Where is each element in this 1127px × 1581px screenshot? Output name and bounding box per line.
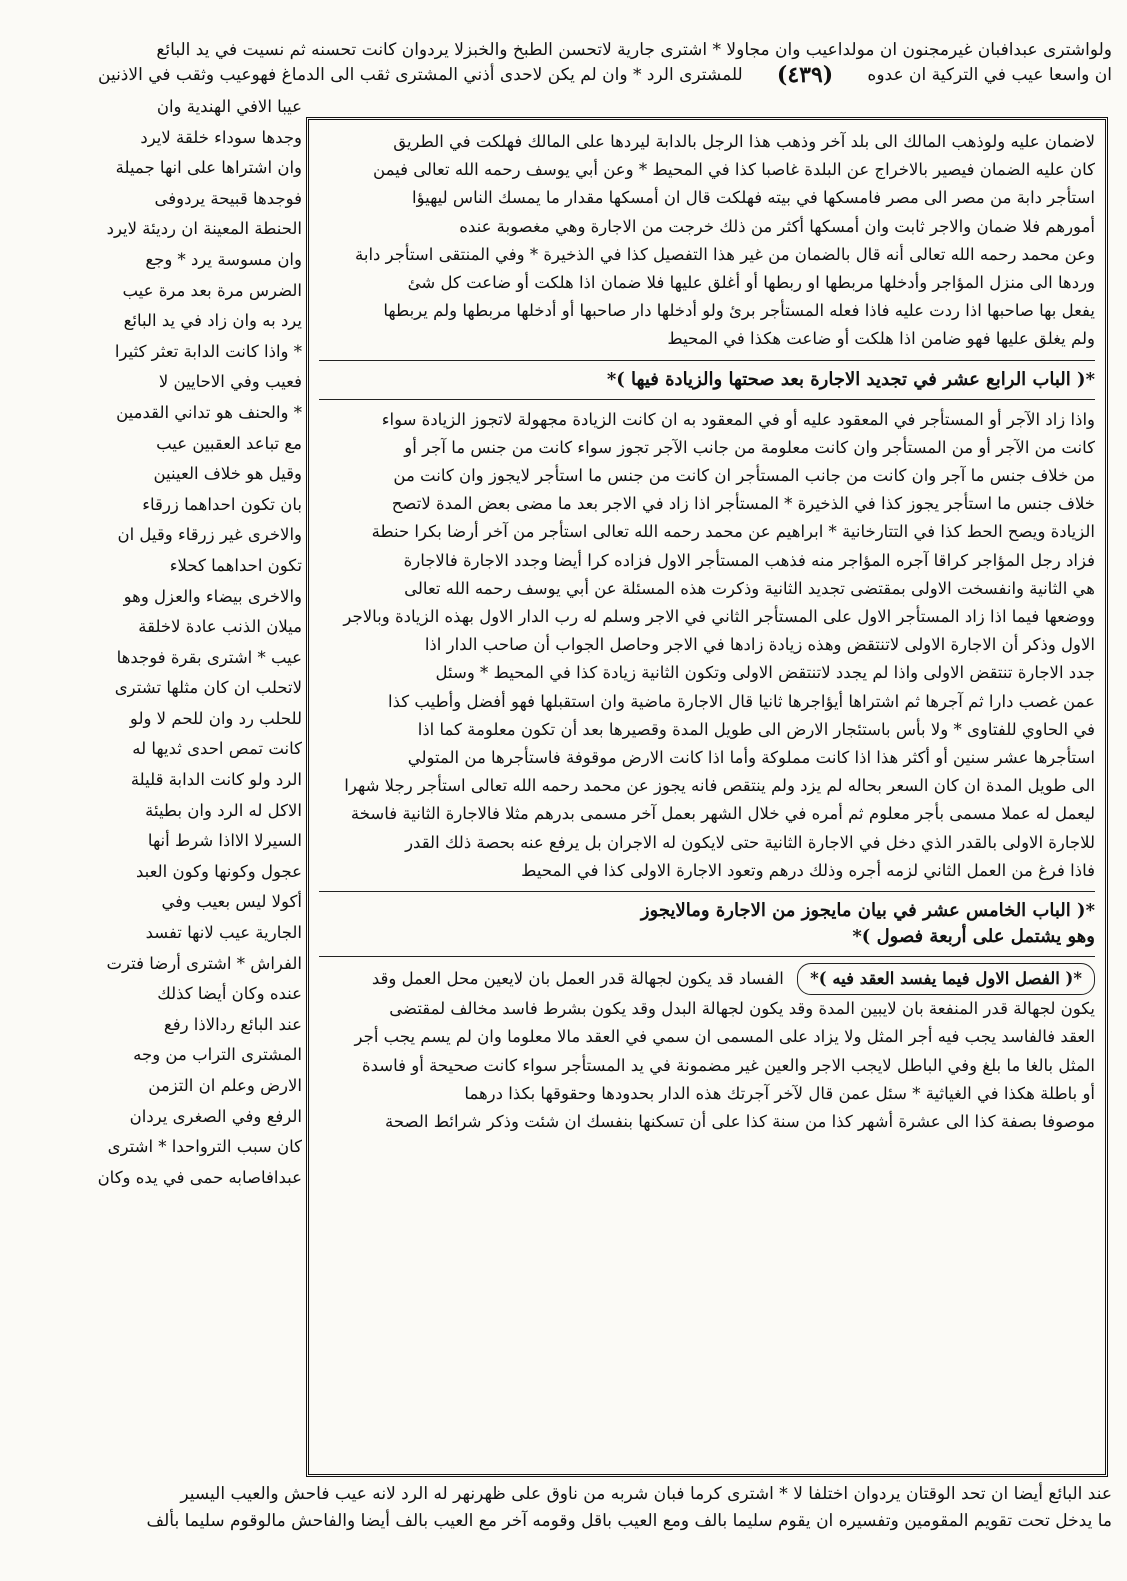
paragraph-1 (319, 128, 1095, 354)
top-margin-line-1: ولواشترى عبدافبان غيرمجنون ان مولداعيب وان مجاولا * اشترى جارية لاتحسن الطبخ والخبزلا يردوان كانت تحسنه ثم نسيت في يد البائع (156, 40, 1112, 60)
side-margin-line: كانت تمص احدى ثديها له (132, 739, 302, 759)
chapter-15-heading (319, 891, 1095, 957)
side-margin-line: وقيل هو خلاف العينين (153, 464, 302, 484)
text-line: استأجرها عشر سنين أو أكثر هذا اذا كانت مملوكة وأما اذا كانت الارض موقوفة فاستأجرها من المتولي (407, 748, 1095, 768)
main-text (309, 120, 1105, 1136)
bottom-margin-line-1: عند البائع أيضا ان تحد الوقتان يردوان اختلفا لا * اشترى كرما فبان شربه من ناوق على ظهرنهر له الرد لانه عيب فاحش والعيب اليسير (180, 1484, 1112, 1504)
text-line: الاول وذكر أن الاجارة الاولى لاتنتقض وهذه زيادة زادها في الاجر وحاصل الجواب أن صاحب الدار اذا (424, 635, 1095, 655)
side-margin-line: المشترى التراب من وجه (133, 1045, 302, 1065)
side-margin-line: أكولا ليس بعيب وفي (161, 892, 302, 912)
text-line-with-section-title (319, 963, 1095, 995)
side-margin-line: * والحنف هو تداني القدمين (116, 402, 302, 422)
text-line: هي الثانية وانفسخت الاولى بمقتضى تجديد الثانية وذكرت هذه المسئلة عن أبي يوسف رحمه الله تعالى (404, 578, 1095, 598)
text-line: يفعل بها صاحبها اذا ردت عليه فاذا فعله المستأجر برئ ولو أدخلها دار صاحبها أو أدخلها مربطها ولم يربطها (383, 301, 1095, 321)
text-line: المثل بالغا ما بلغ وفي الباطل لايجب الاجر والعين غير مضمونة في يد المستأجر سواء كانت صحيحة أو فاسدة (362, 1055, 1095, 1075)
side-margin-line: تكون احداهما كحلاء (169, 555, 302, 575)
bottom-margin-notes (98, 1481, 1112, 1535)
side-margin-line: الجارية عيب لانها تفسد (145, 923, 302, 943)
text-line: كانت من الآجر أو من المستأجر وان كانت معلومة من جانب الآجر تجوز سواء كانت من جنس ما آجر أو (404, 437, 1095, 457)
side-margin-line: الفراش * اشترى أرضا فترت (106, 953, 302, 973)
side-margin-line: عجول وكونها وكون العبد (136, 861, 302, 881)
side-margin-line: والاخرى غير زرقاء وقيل ان (117, 525, 302, 545)
top-margin-line-2-end: ان واسعا عيب في التركية ان عدوه (867, 65, 1112, 85)
text-line: خلاف جنس ما استأجر يجوز كذا في الذخيرة * المستأجر اذا زاد في الاجر بعد ما مضى بعض المدة لاتصح (391, 494, 1095, 514)
text-line: الى طويل المدة ان كان السعر بحاله لم يزد ولم ينتقص فانه يجوز عن محمد رحمه الله تعالى استأجر رجلا شهرا (344, 776, 1095, 796)
page-number: (٤٣٩) (776, 62, 834, 88)
text-line: ووضعها فيما اذا زاد المستأجر الاول على المستأجر الثاني في الاجر وسلم له رب الدار الاول بهذه الزيادة وبالاجر (343, 607, 1095, 627)
side-margin-line: الضرس مرة بعد مرة عيب (122, 280, 302, 300)
section-1-title: *( الفصل الاول فيما يفسد العقد فيه )* (797, 963, 1095, 995)
side-margin-line: وجدها سوداء خلقة لايرد (140, 127, 302, 147)
chapter-15-title-line-1: *( الباب الخامس عشر في بيان مايجوز من الاجارة ومالايجوز (640, 900, 1095, 922)
side-margin-line: للحلب رد وان للحم لا ولو (129, 708, 302, 728)
side-margin-line: كان سبب الترواحدا * اشترى (107, 1137, 302, 1157)
text-line: في الحاوي للفتاوى * ولا بأس باستئجار الارض الى طويل المدة وقصيرها بعد أن تكون معلومة كما اذا (417, 719, 1095, 739)
chapter-15-title-line-2: وهو يشتمل على أربعة فصول )* (852, 926, 1095, 948)
side-margin-line: وان اشتراها على انها جميلة (115, 158, 302, 178)
text-line: كان عليه الضمان فيصير بالاخراج عن البلدة غاصبا كذا في المحيط * وعن أبي يوسف رحمه الله تعالى فيمن (373, 160, 1095, 180)
text-line: ولم يغلق عليها فهو ضامن اذا هلكت أو ضاعت هكذا في المحيط (667, 329, 1095, 349)
text-line: يكون لجهالة قدر المنفعة بان لايبين المدة وقد يكون لجهالة البدل وقد يكون بشرط فاسد مخالف لمقتضى (389, 999, 1095, 1019)
side-margin-line: الارض وعلم ان التزمن (148, 1076, 302, 1095)
side-margin-line: فعيب وفي الاحايين لا (158, 372, 302, 392)
side-margin-line: * واذا كانت الدابة تعثر كثيرا (114, 341, 302, 361)
paragraph-3 (319, 963, 1095, 1136)
side-margin-line: وان مسوسة يرد * وجع (145, 249, 302, 269)
side-margin-line: عيب * اشترى بقرة فوجدها (116, 647, 302, 667)
chapter-14-heading (319, 360, 1095, 400)
side-margin-line: الاكل له الرد وان بطيئة (145, 800, 302, 820)
side-margin-line: عند البائع ردالاذا رفع (163, 1014, 302, 1034)
side-margin-line: السيرلا الااذا شرط أنها (147, 831, 302, 851)
side-margin-line: مع تباعد العقبين عيب (156, 433, 302, 453)
text-line: الزيادة ويصح الحط كذا في التتارخانية * ابراهيم عن محمد رحمه الله تعالى استأجر من آخر أرضا بكرا حنطة (371, 522, 1095, 542)
text-line: فزاد رجل المؤاجر كراقا آجره المؤاجر منه فذهب المستأجر الاول فزاده كرا أيضا وجدد الاجارة فالاجارة (403, 550, 1095, 570)
side-margin-line: عنده وكان أيضا كذلك (157, 984, 302, 1004)
text-line: وردها الى منزل المؤاجر وأدخلها مربطها او ربطها أو أغلق عليها فلا ضمان اذا هلكت أو ضاعت كل شئ (407, 273, 1095, 293)
text-line: ليعمل له عملا مسمى بأجر معلوم ثم أمره في خلال الشهر بعمل آخر مسمى بدرهم مثلا فالاجارة الثانية فاسخة (350, 804, 1095, 824)
text-line: أو باطلة هكذا في الغياثية * سئل عمن قال لآخر آجرتك هذه الدار بحدودها وحقوقها بكذا درهما (464, 1083, 1095, 1103)
side-margin-line: بان تكون احداهما زرقاء (142, 494, 302, 514)
text-line: العقد فالفاسد يجب فيه أجر المثل ولا يزاد على المسمى ان سمي في العقد مالا معلوما وان لم يسم يجب أجر (354, 1027, 1095, 1047)
text-line: موصوفا بصفة كذا الى عشرة أشهر كذا من سنة كذا على أن تسكنها بنفسك ان شئت وذكر شرائط الصحة (385, 1112, 1095, 1132)
top-margin-line-2: للمشترى الرد * وان لم يكن لاحدى أذني المشترى ثقب الى الدماغ فهوعيب وثقب في الاذنين (98, 65, 743, 85)
text-line: لاضمان عليه ولوذهب المالك الى بلد آخر وذهب هذا الرجل بالدابة ليردها على المالك فهلكت في الطريق (393, 132, 1095, 151)
side-margin-line: فوجدها قبيحة يردوفى (154, 188, 302, 208)
text-line: جدد الاجارة تنتقض الاولى واذا لم يجدد لاتنتقض الاولى وتكون الثانية زيادة كذا في المحيط * وسئل (435, 663, 1095, 683)
text-line: من خلاف جنس ما آجر وان كانت من جانب المستأجر ان كانت من جنس ما استأجر لايجوز وان كانت من (393, 466, 1095, 486)
chapter-14-title: *( الباب الرابع عشر في تجديد الاجارة بعد صحتها والزيادة فيها )* (606, 368, 1095, 390)
text-line: استأجر دابة من مصر الى مصر فامسكها في بيته فهلكت قال ان أمسكها مقدار ما يمسك الناس ليهيؤا (411, 188, 1095, 208)
side-margin-line: لاتحلب ان كان مثلها تشترى (114, 678, 302, 698)
text-line: للاجارة الاولى بالقدر الذي دخل في الاجارة الثانية حتى لايكون له الاجران بل يرفع عنه بحصة ذلك القدر (405, 832, 1095, 852)
side-margin-line: الرد ولو كانت الدابة قليلة (130, 770, 302, 790)
side-margin-line: يرد به وان زاد في يد البائع (123, 311, 302, 331)
text-line: واذا زاد الآجر أو المستأجر في المعقود عليه أو في المعقود به ان كانت الزيادة مجهولة لاتجوز الزيادة سواء (381, 409, 1095, 429)
text-line: الفساد قد يكون لجهالة قدر العمل بان لايعين محل العمل وقد (371, 969, 784, 989)
side-margin-line: الرفع وفي الصغرى يردان (129, 1106, 302, 1126)
main-text-box (306, 117, 1108, 1477)
side-margin-line: ميلان الذنب عادة لاخلقة (138, 617, 302, 637)
side-margin-line: والاخرى بيضاء والعزل وهو (123, 586, 302, 606)
text-line: فاذا فرغ من العمل الثاني لزمه أجره وذلك درهم وتعود الاجارة الاولى كذا في المحيط (521, 860, 1095, 880)
text-line: عمن غصب دارا ثم آجرها ثم اشتراها أيؤاجرها ثانيا قال الاجارة ماضية وان استقبلها فهو أفضل وأطيب كذا (387, 691, 1095, 711)
top-margin-row-2 (98, 62, 1112, 88)
top-margin-notes (98, 38, 1112, 88)
paragraph-2 (319, 406, 1095, 885)
text-line: وعن محمد رحمه الله تعالى أنه قال بالضمان من غير هذا التفصيل كذا في الذخيرة * وفي المنتقى استأجر دابة (355, 244, 1095, 264)
side-margin-line: الحنطة المعينة ان رديئة لايرد (106, 219, 302, 239)
text-line: أمورهم فلا ضمان والاجر ثابت وان أمسكها أكثر من ذلك خرجت من الاجارة وهي مغصوبة عنده (459, 216, 1095, 236)
side-margin-notes (98, 92, 302, 1470)
side-margin-line: عبدافاصابه حمى في يده وكان (98, 1167, 302, 1187)
bottom-margin-line-2: ما يدخل تحت تقويم المقومين وتفسيره ان يقوم سليما بالف ومع العيب باقل وقومه آخر مع العيب بالف أيضا والفاحش مالوقوم سليما بألف (146, 1511, 1112, 1531)
side-margin-line: عيبا الافي الهندية وان (156, 97, 302, 116)
